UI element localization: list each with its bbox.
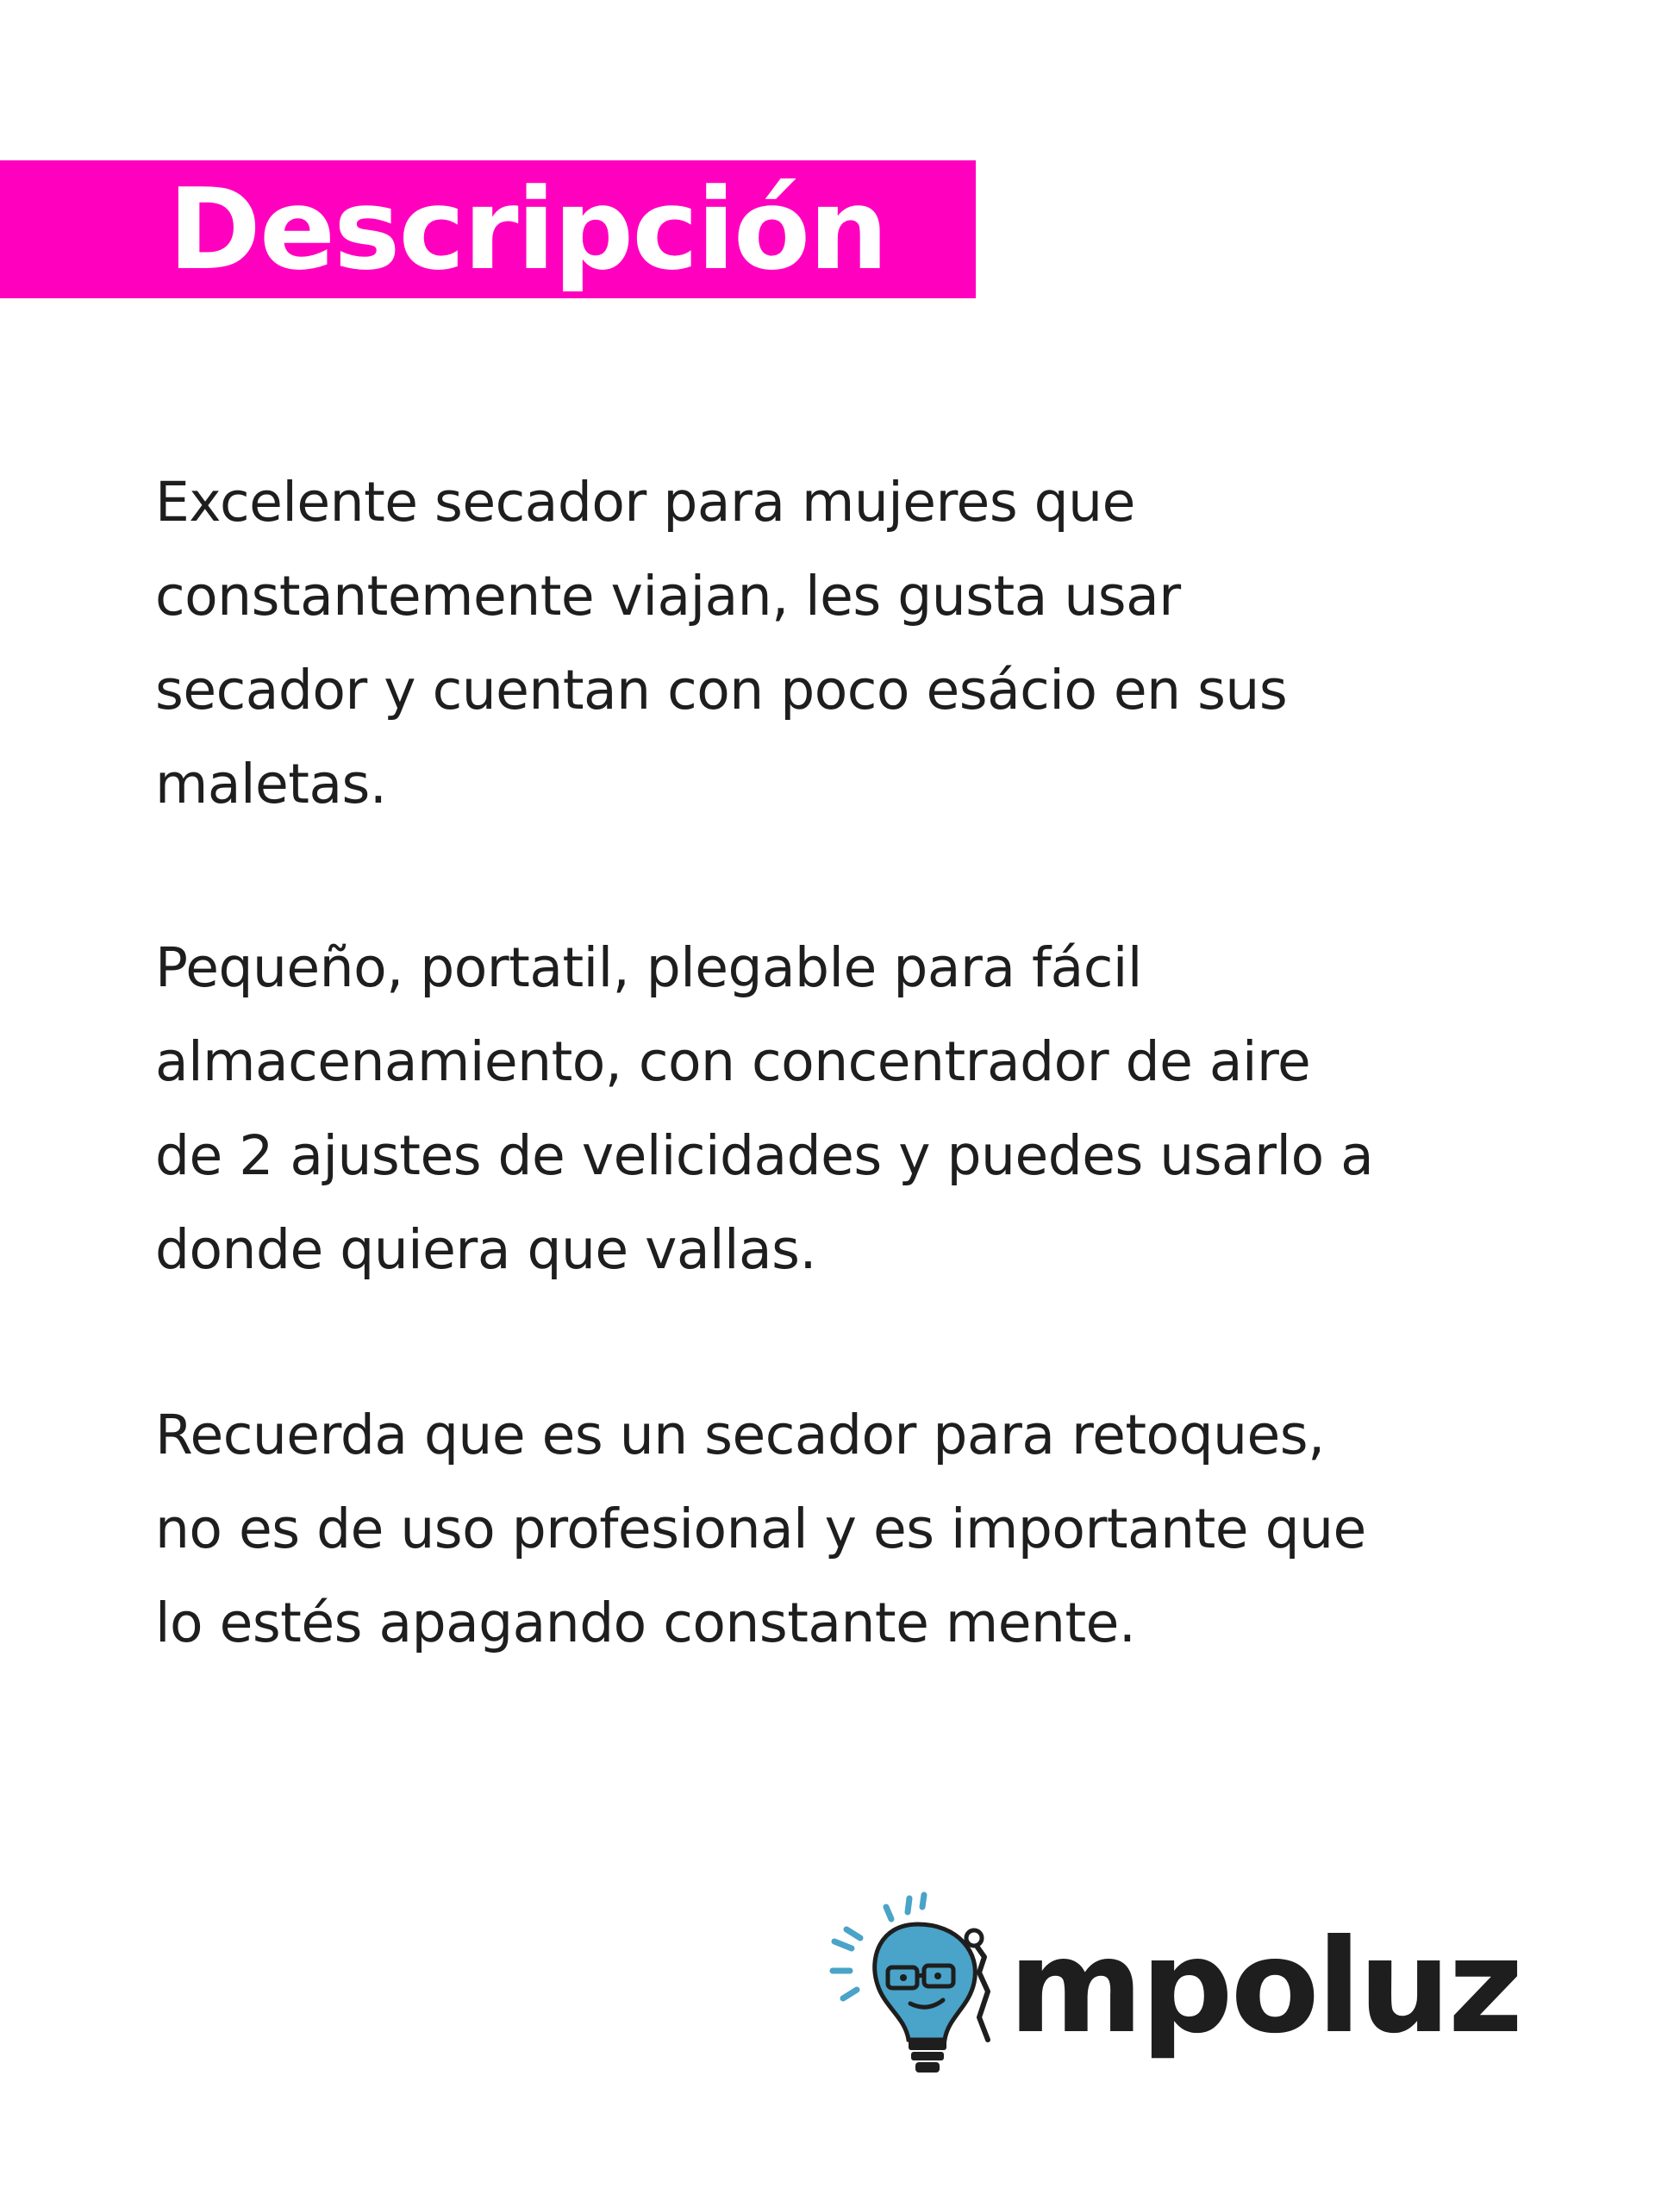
description-paragraph-3 xyxy=(155,1388,1577,1670)
lightbulb-mascot-icon xyxy=(828,1888,1009,2086)
paragraph-line: Recuerda que es un secador para retoques, xyxy=(155,1404,1325,1466)
description-paragraph-1 xyxy=(155,455,1577,831)
paragraph-line: Excelente secador para mujeres que xyxy=(155,471,1135,534)
paragraph-line: de 2 ajustes de velicidades y puedes usarlo a xyxy=(155,1124,1374,1187)
impoluz-logo xyxy=(828,1888,1521,2086)
paragraph-line: Pequeño, portatil, plegable para fácil xyxy=(155,936,1142,999)
paragraph-line: secador y cuentan con poco esácio en sus xyxy=(155,659,1288,722)
paragraph-line: lo estés apagando constante mente. xyxy=(155,1591,1136,1654)
paragraph-line: donde quiera que vallas. xyxy=(155,1218,817,1281)
paragraph-line: maletas. xyxy=(155,753,387,816)
page-title: Descripción xyxy=(168,164,887,295)
paragraph-line: constantemente viajan, les gusta usar xyxy=(155,565,1181,628)
paragraph-line: no es de uso profesional y es importante que xyxy=(155,1497,1366,1560)
logo-wordmark: mpoluz xyxy=(1009,1912,1521,2062)
paragraph-line: almacenamiento, con concentrador de aire xyxy=(155,1030,1311,1093)
description-paragraph-2 xyxy=(155,921,1577,1297)
